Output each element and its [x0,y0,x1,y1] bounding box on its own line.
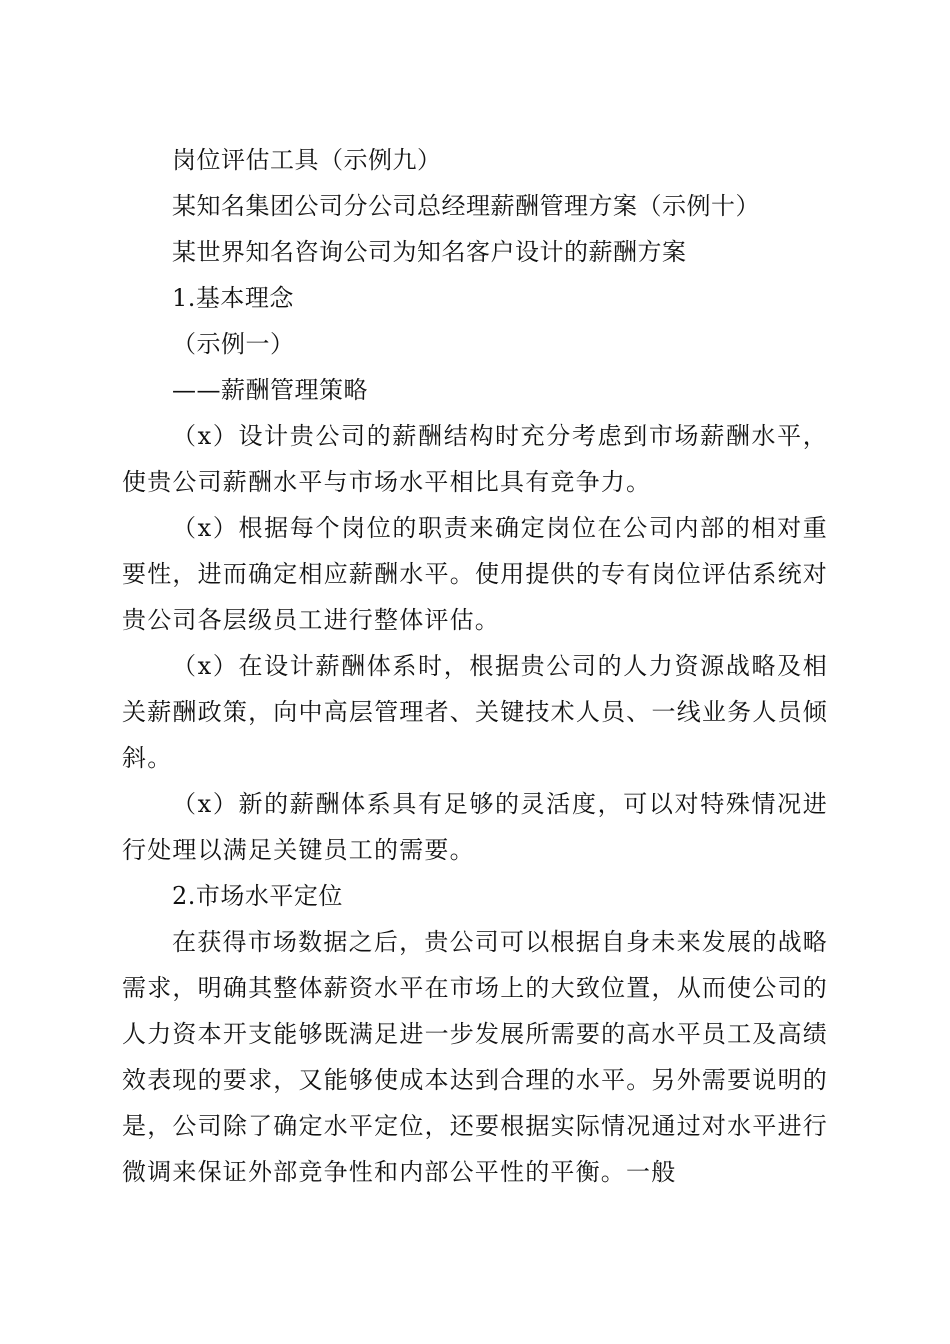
document-body [122,137,828,1195]
paragraph-market-competitiveness: （x）设计贵公司的薪酬结构时充分考虑到市场薪酬水平，使贵公司薪酬水平与市场水平相比具有竞争力。 [122,422,828,496]
paragraph-market-positioning: 在获得市场数据之后，贵公司可以根据自身未来发展的战略需求，明确其整体薪资水平在市场上的大致位置，从而使公司的人力资本开支能够既满足进一步发展所需要的高水平员工及高绩效表现的要求，又能够使成本达到合理的水平。另外需要说明的是，公司除了确定水平定位，还要根据实际情况通过对水平进行微调来保证外部竞争性和内部公平性的平衡。一般 [122,928,828,1186]
paragraph-flexibility: （x）新的薪酬体系具有足够的灵活度，可以对特殊情况进行处理以满足关键员工的需要。 [122,790,828,864]
section-2-heading: 2.市场水平定位 [172,882,343,910]
strategy-subheading: ——薪酬管理策略 [172,376,368,404]
section-1-heading: 1.基本理念 [172,284,294,312]
paragraph-hr-strategy: （x）在设计薪酬体系时，根据贵公司的人力资源战略及相关薪酬政策，向中高层管理者、关键技术人员、一线业务人员倾斜。 [122,652,828,772]
line-gm-compensation-plan: 某知名集团公司分公司总经理薪酬管理方案（示例十） [172,192,760,220]
paragraph-job-responsibility: （x）根据每个岗位的职责来确定岗位在公司内部的相对重要性，进而确定相应薪酬水平。使用提供的专有岗位评估系统对贵公司各层级员工进行整体评估。 [122,514,828,634]
line-job-evaluation-tool: 岗位评估工具（示例九） [172,146,442,174]
line-consulting-compensation-plan: 某世界知名咨询公司为知名客户设计的薪酬方案 [172,238,687,266]
example-one-label: （示例一） [172,330,295,358]
